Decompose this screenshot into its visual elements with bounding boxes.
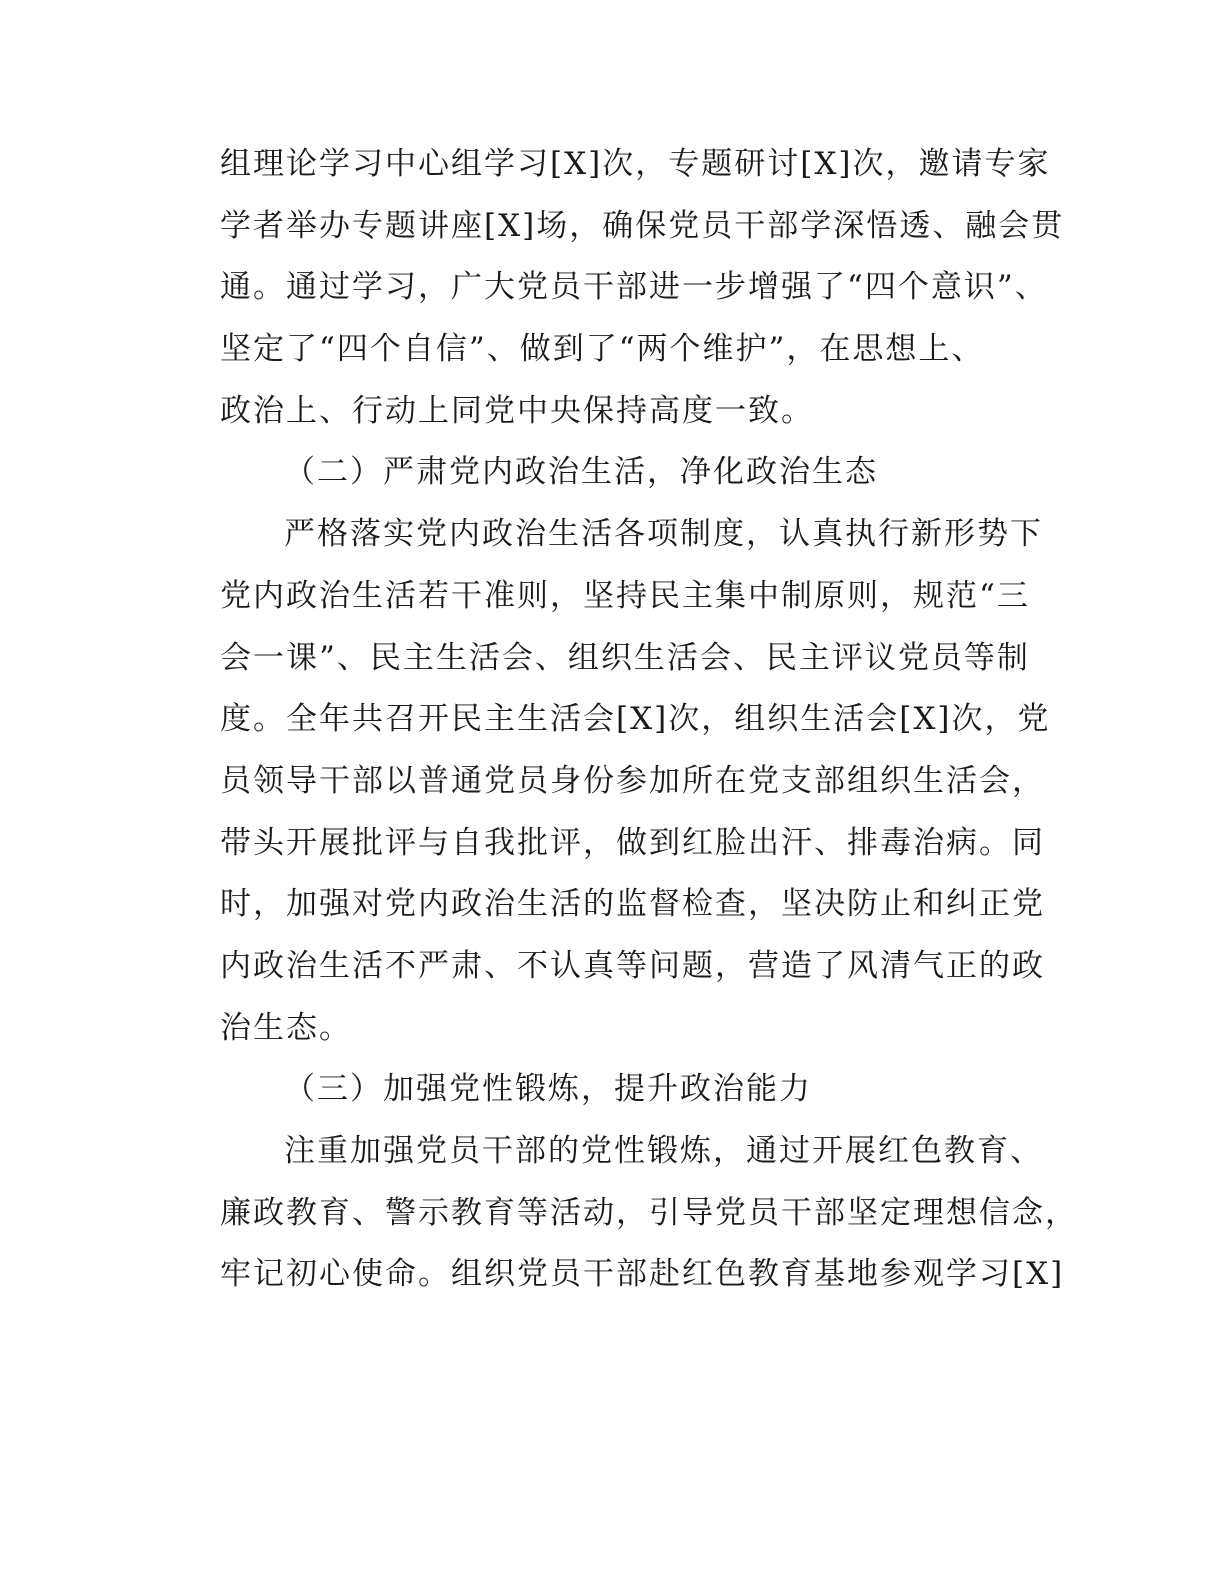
paragraph-party-spirit (220, 1121, 1078, 1306)
paragraph-line: 内政治生活不严肃、不认真等问题，营造了风清气正的政 (220, 947, 1045, 984)
paragraph-line: 政治上、行动上同党中央保持高度一致。 (220, 392, 814, 429)
paragraph-line: 学者举办专题讲座[X]场，确保党员干部学深悟透、融会贯 (220, 207, 1065, 244)
paragraph-line: 会一课”、民主生活会、组织生活会、民主评议党员等制 (220, 639, 1030, 676)
paragraph-line: 通。通过学习，广大党员干部进一步增强了“四个意识”、 (220, 269, 1048, 306)
document-body (220, 134, 1078, 1306)
paragraph-line: 牢记初心使命。组织党员干部赴红色教育基地参观学习[X] (220, 1256, 1065, 1293)
paragraph-line: 治生态。 (220, 1009, 352, 1046)
paragraph-line: 时，加强对党内政治生活的监督检查，坚决防止和纠正党 (220, 886, 1045, 923)
paragraph-line: 注重加强党员干部的党性锻炼，通过开展红色教育、 (284, 1133, 1043, 1169)
paragraph-line: 员领导干部以普通党员身份参加所在党支部组织生活会， (220, 762, 1045, 799)
section-heading-2: （二）严肃党内政治生活，净化政治生态 (284, 454, 878, 491)
paragraph-line: 度。全年共召开民主生活会[X]次，组织生活会[X]次，党 (220, 701, 1051, 738)
paragraph-political-life (220, 504, 1051, 1059)
paragraph-study (220, 134, 1065, 442)
paragraph-line: 严格落实党内政治生活各项制度，认真执行新形势下 (284, 516, 1043, 553)
paragraph-line: 廉政教育、警示教育等活动，引导党员干部坚定理想信念， (220, 1194, 1078, 1231)
paragraph-line: 组理论学习中心组学习[X]次，专题研讨[X]次，邀请专家 (220, 146, 1051, 182)
section-heading-3: （三）加强党性锻炼，提升政治能力 (284, 1071, 812, 1108)
paragraph-line: 带头开展批评与自我批评，做到红脸出汗、排毒治病。同 (220, 824, 1045, 861)
paragraph-line: 党内政治生活若干准则，坚持民主集中制原则，规范“三 (220, 577, 1030, 614)
paragraph-line: 坚定了“四个自信”、做到了“两个维护”，在思想上、 (220, 331, 985, 368)
